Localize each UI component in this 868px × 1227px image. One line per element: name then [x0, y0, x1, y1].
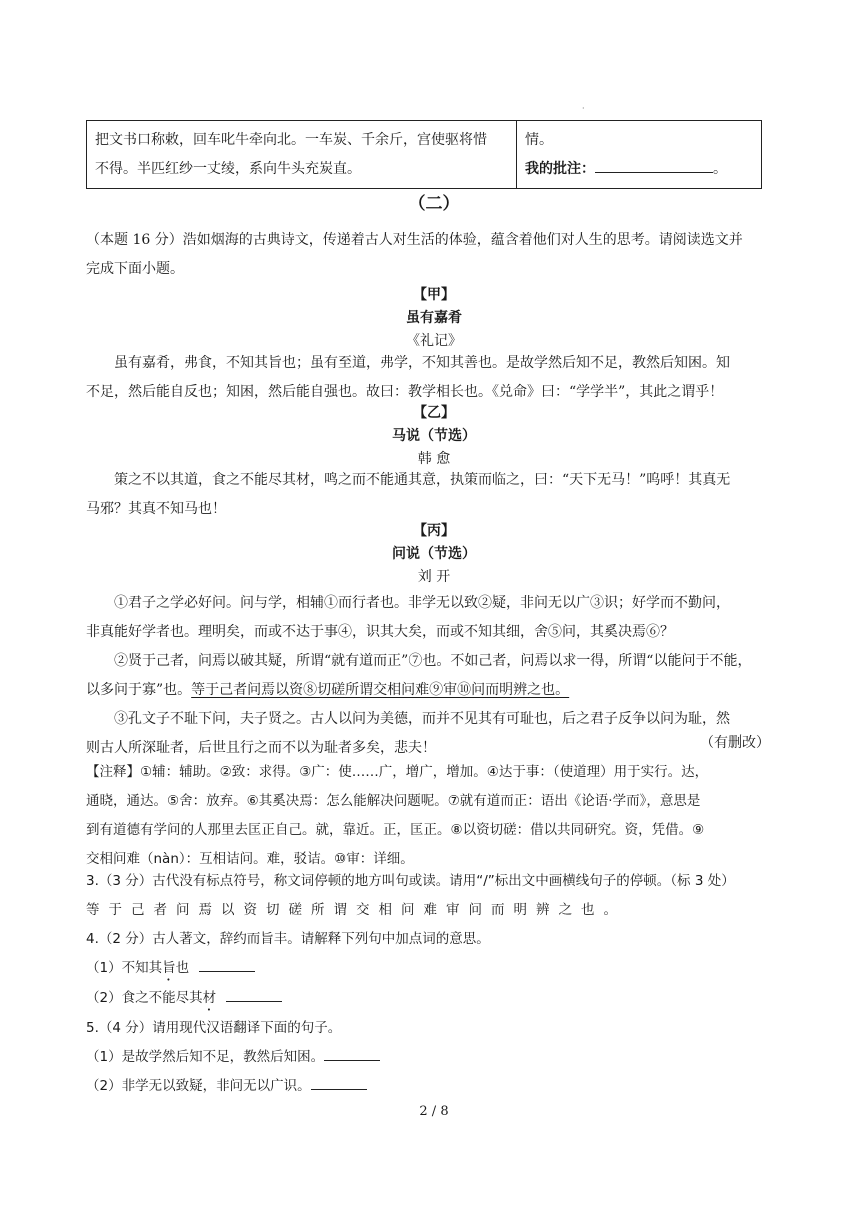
table-annotation-cell [517, 121, 761, 188]
annotation-label: 我的批注： [525, 161, 595, 177]
q5-2-text: （2）非学无以致疑，非问无以广识。 [86, 1078, 311, 1094]
section-title: （二） [408, 194, 460, 214]
question-3: 3.（3 分）古代没有标点符号，称文词停顿的地方叫句或读。请用“/”标出文中画横线句子的停顿。（标 3 处） [86, 873, 735, 889]
yi-title: 马说（节选） [392, 428, 476, 444]
intro-line: 完成下面小题。 [86, 261, 184, 277]
jia-source: 《礼记》 [406, 333, 462, 349]
bing-line: ②贤于己者，问焉以破其疑，所谓“就有道而正”⑦也。不如己者，问焉以求一得，所谓“以能问于不能， [114, 653, 752, 669]
annotation-table [86, 120, 762, 189]
yi-text [86, 466, 776, 524]
bing-line: ③孔文子不耻下问，夫子贤之。古人以问为美德，而并不见其有可耻也，后之君子反争以问为耻，然 [114, 711, 730, 727]
answer-blank[interactable] [324, 1043, 380, 1061]
note-line: 通晓，通达。⑤舍：放弃。⑥其奚决焉：怎么能解决问题呢。⑦就有道而正：语出《论语·学而》，意思是 [86, 793, 701, 809]
q4-1-text: （1）不知其 [86, 960, 163, 976]
question-5: 5.（4 分）请用现代汉语翻译下面的句子。 [86, 1020, 342, 1036]
bing-title: 问说（节选） [392, 546, 476, 562]
page-number: 2 / 8 [419, 1104, 449, 1119]
bing-line-part: 以多问于寡”也。 [86, 682, 192, 698]
jia-line: 不足，然后能自反也；知困，然后能自强也。故曰：教学相长也。《兑命》曰：“学学半”，其此之谓乎！ [86, 384, 724, 400]
intro-line: （本题 16 分）浩如烟海的古典诗文，传递着古人对生活的体验，蕴含着他们对人生的思考。请阅读选文并 [86, 232, 743, 248]
bing-line: ①君子之学必好问。问与学，相辅①而行者也。非学无以致②疑，非问无以广③识；好学而不勤问， [114, 595, 730, 611]
yi-author: 韩 愈 [417, 451, 451, 467]
bing-line: 非真能好学者也。理明矣，而或不达于事④，识其大矣，而或不知其细，舍⑤问，其奚决焉⑥？ [86, 624, 674, 640]
poem-line: 把文书口称敕，回车叱牛牵向北。一车炭、千余斤，宫使驱将惜 [95, 132, 487, 148]
jia-mark: 【甲】 [413, 287, 455, 303]
note-line: 交相问难（nàn）：互相诘问。难，驳诘。⑩审：详细。 [86, 851, 414, 867]
q4-2-text: （2）食之不能尽其 [86, 990, 203, 1006]
bing-mark: 【丙】 [413, 523, 455, 539]
answer-blank[interactable] [226, 984, 282, 1002]
q4-2-dotted-word: 材 [202, 990, 217, 1006]
question-3-sentence: 等于己者问焉以资切磋所谓交相问难审问而明辨之也。 [86, 902, 626, 918]
bing-line: 则古人所深耻者，后世且行之而不以为耻者多矣，悲夫！ [86, 740, 436, 756]
questions [86, 867, 776, 1101]
note-line: 到有道德有学问的人那里去匡正自己。就，靠近。正，匡正。⑧以资切磋：借以共同研究。资，凭借。⑨ [86, 822, 705, 838]
underlined-sentence: 等于己者问焉以资⑧切磋所谓交相问难⑨审⑩问而明辨之也。 [191, 682, 570, 698]
edited-note: （有删改） [700, 735, 770, 751]
intro-text [86, 226, 776, 284]
yi-mark: 【乙】 [413, 405, 455, 421]
jia-title: 虽有嘉肴 [406, 310, 462, 326]
table-poem-cell [87, 121, 517, 188]
answer-blank[interactable] [311, 1072, 367, 1090]
annotation-text: 情。 [525, 132, 553, 148]
scan-dot: · [582, 104, 585, 113]
bing-author: 刘 开 [417, 569, 451, 585]
annotation-blank[interactable] [595, 155, 713, 173]
q4-1-dotted-word: 旨 [162, 960, 176, 976]
jia-text [86, 349, 776, 407]
question-4: 4.（2 分）古人著文，辞约而旨丰。请解释下列句中加点词的意思。 [86, 931, 490, 947]
answer-blank[interactable] [199, 954, 255, 972]
yi-line: 策之不以其道，食之不能尽其材，鸣之而不能通其意，执策而临之，曰：“天下无马！”呜呼！其真无 [114, 472, 731, 488]
q4-1-text-end: 也 [175, 960, 190, 976]
yi-line: 马邪？其真不知马也！ [86, 501, 226, 517]
annotations [86, 758, 776, 874]
poem-line: 不得。半匹红纱一丈绫，系向牛头充炭直。 [95, 161, 361, 177]
note-line: 【注释】①辅：辅助。②致：求得。③广：使……广，增广，增加。④达于事：（使道理）用于实行。达， [86, 764, 709, 780]
annotation-end: 。 [713, 161, 727, 177]
jia-line: 虽有嘉肴，弗食，不知其旨也；虽有至道，弗学，不知其善也。是故学然后知不足，教然后知困。知 [114, 355, 730, 371]
bing-text [86, 589, 776, 763]
q5-1-text: （1）是故学然后知不足，教然后知困。 [86, 1049, 325, 1065]
